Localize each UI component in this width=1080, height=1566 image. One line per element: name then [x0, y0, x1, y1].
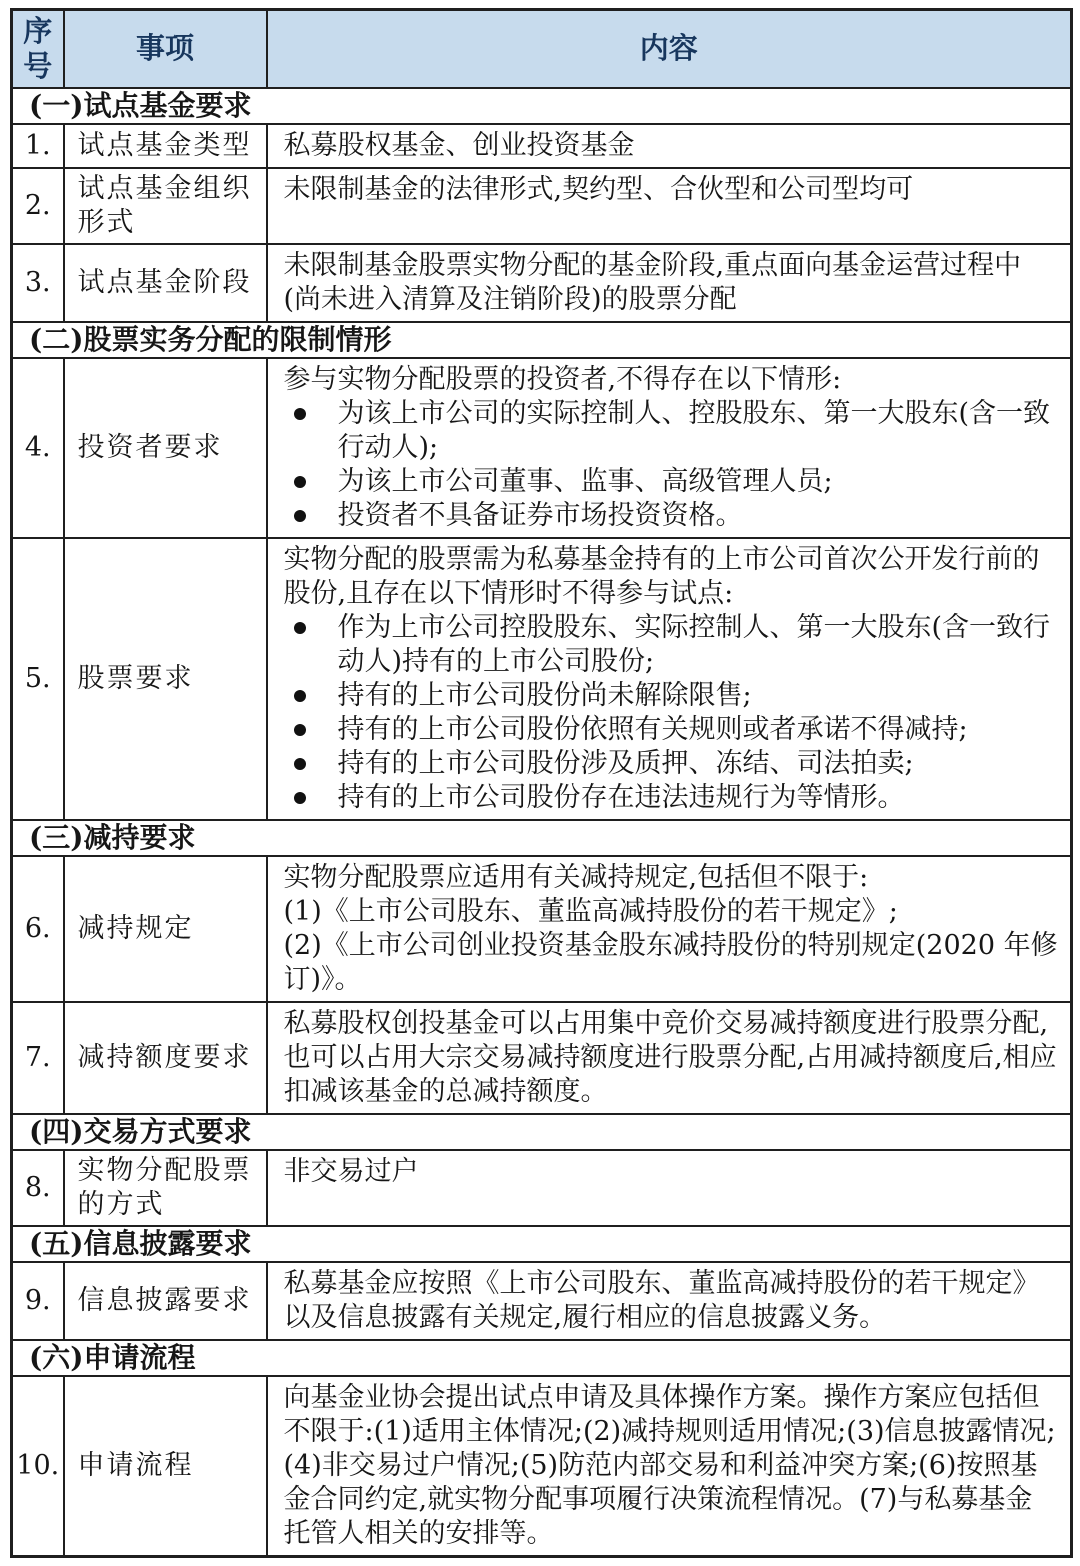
item-name: 减持规定	[64, 856, 267, 1002]
item-name: 减持额度要求	[64, 1002, 267, 1114]
section-title: (六)申请流程	[12, 1340, 1072, 1376]
content-cell	[267, 538, 1072, 820]
section-title: (五)信息披露要求	[12, 1226, 1072, 1262]
content-cell	[267, 856, 1072, 1002]
content-paragraph: 向基金业协会提出试点申请及具体操作方案。操作方案应包括但不限于:(1)适用主体情况;(2)减持规则适用情况;(3)信息披露情况;(4)非交易过户情况;(5)防范内部交易和利益冲突方案;(6)按照基金合同约定,就实物分配事项履行决策流程情况。(7)与私募基金托管人相关的安排等。	[283, 1381, 1056, 1549]
bullet-item	[284, 397, 1059, 465]
header-row	[12, 10, 1072, 88]
bullet-icon	[294, 690, 306, 702]
bullet-text: 作为上市公司控股股东、实际控制人、第一大股东(含一致行动人)持有的上市公司股份;	[337, 611, 1051, 677]
item-name: 实物分配股票的方式	[64, 1150, 267, 1226]
content-paragraph: (2)《上市公司创业投资基金股东减持股份的特别规定(2020 年修订)》。	[283, 929, 1058, 995]
content-paragraph: 实物分配股票应适用有关减持规定,包括但不限于:	[283, 861, 869, 893]
content-paragraph: 未限制基金股票实物分配的基金阶段,重点面向基金运营过程中(尚未进入清算及注销阶段)的股票分配	[283, 249, 1022, 315]
content-paragraph: 未限制基金的法律形式,契约型、合伙型和公司型均可	[283, 173, 914, 205]
item-name: 试点基金类型	[64, 124, 267, 168]
table-row	[12, 124, 1072, 168]
content-cell	[267, 124, 1072, 168]
header-cell-content: 内容	[267, 10, 1072, 88]
table-body	[12, 88, 1072, 1557]
content-cell	[267, 1262, 1072, 1340]
content-cell	[267, 244, 1072, 322]
bullet-icon	[294, 724, 306, 736]
bullet-text: 为该上市公司董事、监事、高级管理人员;	[337, 465, 833, 497]
row-number: 7.	[12, 1002, 64, 1114]
table-header	[12, 10, 1072, 88]
item-name: 股票要求	[64, 538, 267, 820]
section-title: (三)减持要求	[12, 820, 1072, 856]
content-cell	[267, 1150, 1072, 1226]
bullet-item	[284, 747, 1059, 781]
bullet-item	[284, 465, 1059, 499]
content-paragraph: 非交易过户	[283, 1155, 419, 1187]
table-row	[12, 538, 1072, 820]
section-row	[12, 88, 1072, 124]
header-cell-item: 事项	[64, 10, 267, 88]
table-row	[12, 168, 1072, 244]
section-title: (二)股票实务分配的限制情形	[12, 322, 1072, 358]
section-row	[12, 322, 1072, 358]
table-row	[12, 856, 1072, 1002]
content-paragraph: 私募股权创投基金可以占用集中竞价交易减持额度进行股票分配,也可以占用大宗交易减持额度进行股票分配,占用减持额度后,相应扣减该基金的总减持额度。	[283, 1007, 1057, 1107]
header-cell-number: 序号	[12, 10, 64, 88]
bullet-text: 持有的上市公司股份存在违法违规行为等情形。	[337, 781, 905, 813]
item-name: 投资者要求	[64, 358, 267, 538]
section-title: (一)试点基金要求	[12, 88, 1072, 124]
content-paragraph: 私募股权基金、创业投资基金	[283, 129, 635, 161]
bullet-text: 投资者不具备证券市场投资资格。	[337, 499, 743, 531]
row-number: 10.	[12, 1376, 64, 1557]
bullet-icon	[294, 758, 306, 770]
bullet-icon	[294, 622, 306, 634]
content-paragraph: 实物分配的股票需为私募基金持有的上市公司首次公开发行前的股份,且存在以下情形时不得参与试点:	[283, 543, 1040, 609]
table-row	[12, 1150, 1072, 1226]
item-name: 试点基金组织形式	[64, 168, 267, 244]
row-number: 9.	[12, 1262, 64, 1340]
row-number: 2.	[12, 168, 64, 244]
bullet-icon	[294, 408, 306, 420]
bullet-text: 持有的上市公司股份依照有关规则或者承诺不得减持;	[337, 713, 968, 745]
content-paragraph: 参与实物分配股票的投资者,不得存在以下情形:	[283, 363, 842, 395]
row-number: 1.	[12, 124, 64, 168]
content-paragraph: (1)《上市公司股东、董监高减持股份的若干规定》;	[283, 895, 898, 927]
table-row	[12, 358, 1072, 538]
bullet-text: 持有的上市公司股份涉及质押、冻结、司法拍卖;	[337, 747, 914, 779]
section-row	[12, 820, 1072, 856]
section-row	[12, 1340, 1072, 1376]
row-number: 8.	[12, 1150, 64, 1226]
item-name: 申请流程	[64, 1376, 267, 1557]
content-cell	[267, 168, 1072, 244]
content-cell	[267, 358, 1072, 538]
bullet-item	[284, 611, 1059, 679]
bullet-text: 持有的上市公司股份尚未解除限售;	[337, 679, 752, 711]
item-name: 试点基金阶段	[64, 244, 267, 322]
bullet-icon	[294, 792, 306, 804]
bullet-item	[284, 713, 1059, 747]
item-name: 信息披露要求	[64, 1262, 267, 1340]
content-cell	[267, 1376, 1072, 1557]
bullet-icon	[294, 510, 306, 522]
bullet-text: 为该上市公司的实际控制人、控股股东、第一大股东(含一致行动人);	[337, 397, 1051, 463]
table-row	[12, 1262, 1072, 1340]
bullet-item	[284, 499, 1059, 533]
content-paragraph: 私募基金应按照《上市公司股东、董监高减持股份的若干规定》以及信息披露有关规定,履行相应的信息披露义务。	[283, 1267, 1040, 1333]
row-number: 6.	[12, 856, 64, 1002]
row-number: 4.	[12, 358, 64, 538]
row-number: 3.	[12, 244, 64, 322]
table-row	[12, 1376, 1072, 1557]
requirements-table	[10, 8, 1073, 1558]
section-row	[12, 1226, 1072, 1262]
section-title: (四)交易方式要求	[12, 1114, 1072, 1150]
content-cell	[267, 1002, 1072, 1114]
table-row	[12, 1002, 1072, 1114]
bullet-item	[284, 781, 1059, 815]
bullet-item	[284, 679, 1059, 713]
row-number: 5.	[12, 538, 64, 820]
bullet-icon	[294, 476, 306, 488]
table-row	[12, 244, 1072, 322]
section-row	[12, 1114, 1072, 1150]
